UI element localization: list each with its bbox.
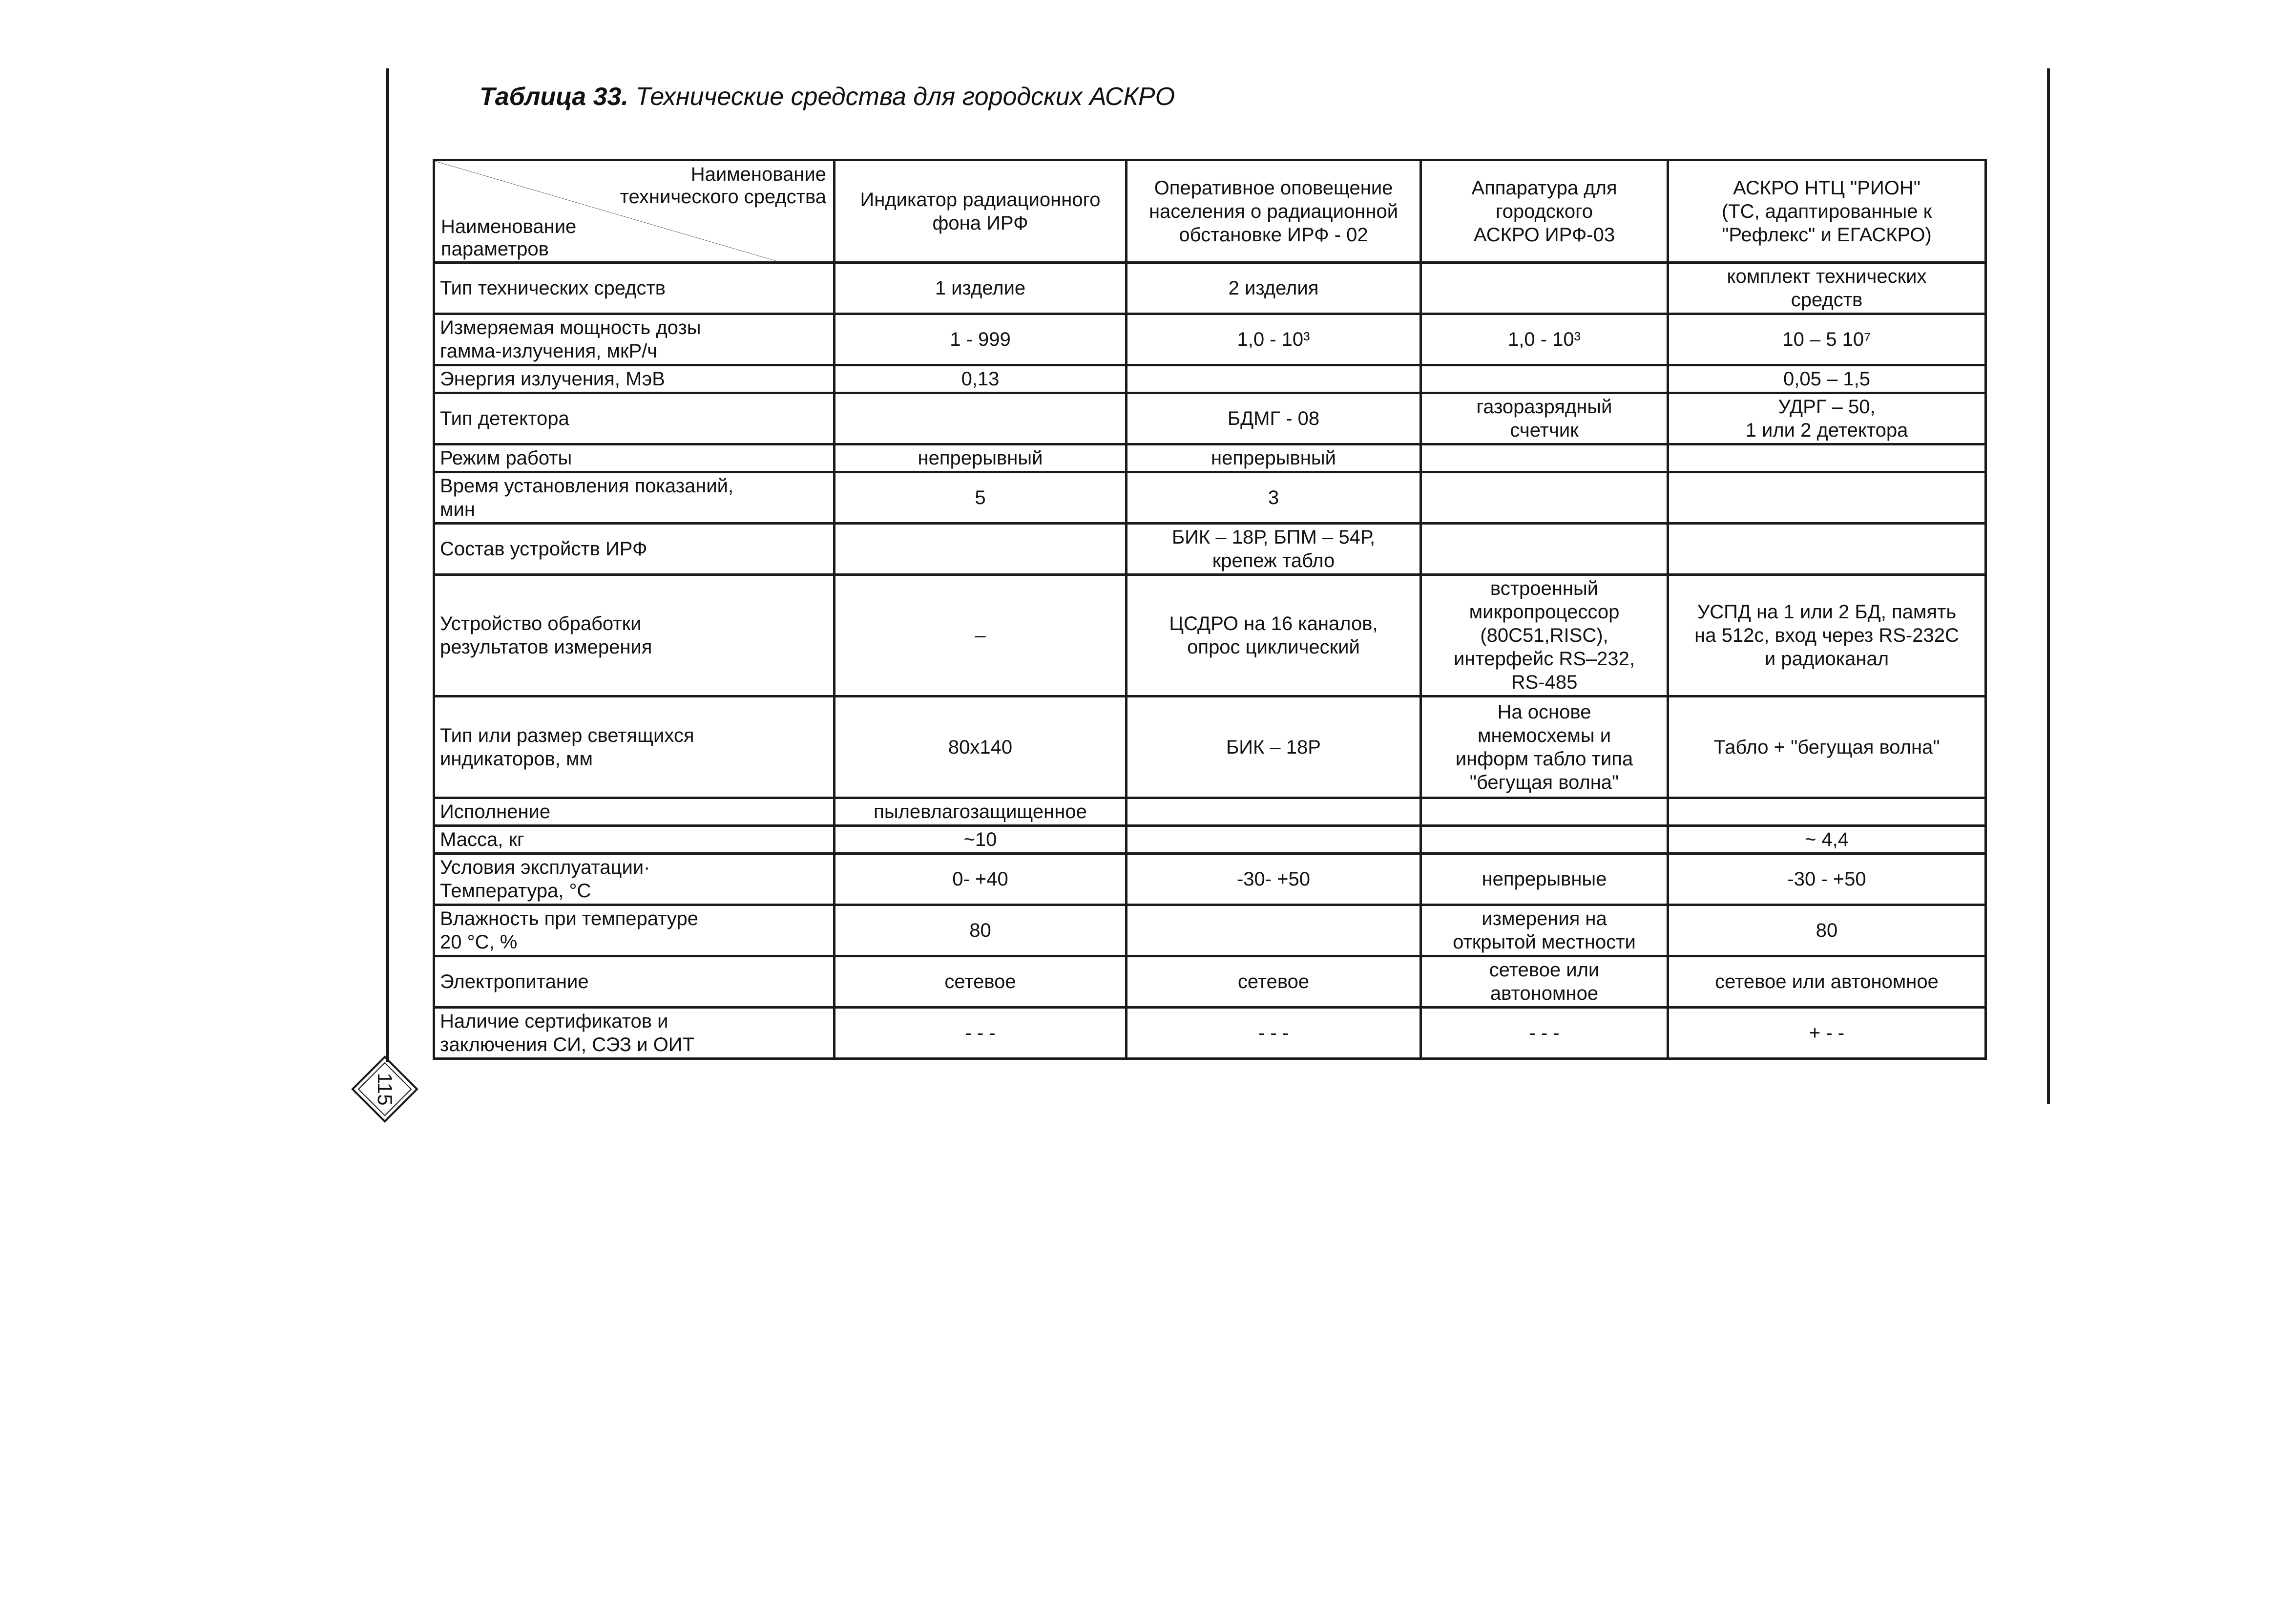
corner-header <box>434 160 835 263</box>
text-line: + - - <box>1809 1022 1845 1044</box>
text-line: 10 – 5 10⁷ <box>1782 329 1871 350</box>
value-cell <box>1127 854 1421 905</box>
text-line: 3 <box>1268 487 1279 508</box>
parameter-cell <box>434 1008 835 1059</box>
text-line: 20 °С, % <box>440 931 518 953</box>
text-line: БИК – 18Р <box>1226 736 1321 758</box>
value-cell <box>1127 472 1421 524</box>
text-line: встроенный <box>1490 578 1599 599</box>
text-line: Наименование <box>441 216 577 237</box>
text-line: "бегущая волна" <box>1469 771 1619 793</box>
column-header <box>1668 160 1986 263</box>
value-cell <box>1421 826 1668 854</box>
value-cell <box>835 314 1127 365</box>
value-cell <box>1421 854 1668 905</box>
text-line: Устройство обработки <box>440 613 642 634</box>
value-cell <box>835 444 1127 472</box>
text-line: заключения СИ, СЭЗ и ОИТ <box>440 1034 694 1055</box>
text-line: Тип детектора <box>440 408 569 429</box>
table-row <box>434 263 1986 314</box>
value-cell <box>835 1008 1127 1059</box>
text-line: опрос циклический <box>1187 636 1360 658</box>
text-line: крепеж табло <box>1212 550 1335 571</box>
value-cell <box>1668 826 1986 854</box>
parameter-cell <box>434 314 835 365</box>
value-cell <box>1421 263 1668 314</box>
value-cell <box>835 524 1127 575</box>
value-cell <box>835 365 1127 393</box>
text-line: непрерывный <box>918 447 1043 469</box>
text-line: Оперативное оповещение <box>1154 177 1393 199</box>
value-cell <box>1421 365 1668 393</box>
text-line: 1 или 2 детектора <box>1745 420 1908 441</box>
text-line: индикаторов, мм <box>440 748 593 770</box>
value-cell <box>1668 1008 1986 1059</box>
text-line: -30 - +50 <box>1787 868 1866 890</box>
text-line: 1,0 - 10³ <box>1237 329 1310 350</box>
value-cell <box>1127 444 1421 472</box>
value-cell <box>1421 314 1668 365</box>
value-cell <box>1127 798 1421 826</box>
text-line: 80 <box>969 920 991 941</box>
parameter-cell <box>434 956 835 1008</box>
text-line: Индикатор радиационного <box>860 189 1101 211</box>
text-line: и радиоканал <box>1764 648 1889 670</box>
parameter-cell <box>434 798 835 826</box>
text-line: 1,0 - 10³ <box>1508 329 1581 350</box>
text-line: Наличие сертификатов и <box>440 1011 668 1032</box>
text-line: пылевлагозащищенное <box>874 801 1087 822</box>
header-row <box>434 160 1986 263</box>
text-line: -30- +50 <box>1236 868 1311 890</box>
value-cell <box>835 263 1127 314</box>
value-cell <box>1421 1008 1668 1059</box>
text-line: БДМГ - 08 <box>1227 408 1320 429</box>
text-line: на 512с, вход через RS-232C <box>1694 625 1959 646</box>
value-cell <box>1421 472 1668 524</box>
text-line: открытой местности <box>1453 931 1636 953</box>
value-cell <box>1421 798 1668 826</box>
value-cell <box>1668 314 1986 365</box>
value-cell <box>1127 905 1421 956</box>
text-line: 0,13 <box>961 368 1000 390</box>
text-line: Состав устройств ИРФ <box>440 538 647 560</box>
text-line: (ТС, адаптированные к <box>1721 200 1932 222</box>
table-row <box>434 393 1986 444</box>
text-line: измерения на <box>1482 908 1607 929</box>
table-row <box>434 524 1986 575</box>
text-line: Влажность при температуре <box>440 908 698 929</box>
value-cell <box>1127 365 1421 393</box>
table-row <box>434 472 1986 524</box>
value-cell <box>1421 575 1668 696</box>
text-line: 80 <box>1816 920 1838 941</box>
text-line: автономное <box>1490 983 1599 1004</box>
text-line: 1 изделие <box>935 277 1026 299</box>
text-line: Табло + "бегущая волна" <box>1713 736 1940 758</box>
parameter-cell <box>434 905 835 956</box>
text-line: результатов измерения <box>440 636 652 658</box>
parameter-cell <box>434 854 835 905</box>
page-number: 115 <box>374 1073 397 1106</box>
value-cell <box>1127 696 1421 798</box>
value-cell <box>835 854 1127 905</box>
corner-bottom-label <box>441 215 576 260</box>
value-cell <box>1127 1008 1421 1059</box>
value-cell <box>1668 905 1986 956</box>
table-row <box>434 314 1986 365</box>
value-cell <box>1127 956 1421 1008</box>
value-cell <box>1127 575 1421 696</box>
text-line: Температура, °С <box>440 880 591 902</box>
parameter-cell <box>434 263 835 314</box>
value-cell <box>1127 263 1421 314</box>
value-cell <box>1668 524 1986 575</box>
column-header <box>1127 160 1421 263</box>
parameter-cell <box>434 472 835 524</box>
text-line: сетевое или автономное <box>1715 971 1939 992</box>
left-margin-rule <box>386 68 389 1062</box>
text-line: – <box>975 625 986 646</box>
text-line: газоразрядный <box>1476 396 1612 418</box>
text-line: УСПД на 1 или 2 БД, память <box>1697 601 1957 623</box>
value-cell <box>1668 365 1986 393</box>
value-cell <box>1668 263 1986 314</box>
column-header <box>1421 160 1668 263</box>
value-cell <box>1421 905 1668 956</box>
text-line: городского <box>1495 200 1593 222</box>
value-cell <box>1668 472 1986 524</box>
table-row <box>434 956 1986 1008</box>
value-cell <box>1421 444 1668 472</box>
value-cell <box>1127 524 1421 575</box>
text-line: обстановке ИРФ - 02 <box>1179 224 1368 246</box>
text-line: Аппаратура для <box>1471 177 1617 199</box>
table-caption <box>480 82 1175 111</box>
value-cell <box>835 956 1127 1008</box>
text-line: информ табло типа <box>1455 748 1633 770</box>
value-cell <box>1668 575 1986 696</box>
text-line: Время установления показаний, <box>440 475 734 497</box>
value-cell <box>1668 393 1986 444</box>
value-cell <box>835 798 1127 826</box>
table-row <box>434 444 1986 472</box>
spec-table <box>433 159 1987 1060</box>
value-cell <box>1668 444 1986 472</box>
text-line: RS-485 <box>1511 672 1578 693</box>
text-line: (80С51,RISC), <box>1480 625 1608 646</box>
text-line: Условия эксплуатации· <box>440 857 650 878</box>
value-cell <box>835 472 1127 524</box>
caption-label: Таблица 33. <box>480 83 628 111</box>
text-line: 0- +40 <box>952 868 1008 890</box>
value-cell <box>1668 854 1986 905</box>
value-cell <box>1668 956 1986 1008</box>
text-line: параметров <box>441 238 549 260</box>
right-margin-rule <box>2047 68 2050 1104</box>
value-cell <box>1127 826 1421 854</box>
text-line: Режим работы <box>440 447 572 469</box>
table-row <box>434 854 1986 905</box>
table-row <box>434 798 1986 826</box>
text-line: Тип технических средств <box>440 277 666 299</box>
parameter-cell <box>434 444 835 472</box>
text-line: сетевое <box>944 971 1016 992</box>
text-line: технического средства <box>620 186 826 208</box>
table-body <box>434 263 1986 1059</box>
text-line: ~ 4,4 <box>1804 829 1849 850</box>
text-line: АСКРО НТЦ "РИОН" <box>1733 177 1920 199</box>
text-line: Измеряемая мощность дозы <box>440 317 701 338</box>
value-cell <box>1668 798 1986 826</box>
value-cell <box>1421 956 1668 1008</box>
text-line: УДРГ – 50, <box>1778 396 1876 418</box>
text-line: ЦСДРО на 16 каналов, <box>1169 613 1378 634</box>
table-row <box>434 1008 1986 1059</box>
value-cell <box>1421 696 1668 798</box>
text-line: Исполнение <box>440 801 551 822</box>
text-line: Тип или размер светящихся <box>440 724 694 746</box>
text-line: "Рефлекс" и ЕГАСКРО) <box>1722 224 1932 246</box>
parameter-cell <box>434 696 835 798</box>
value-cell <box>1127 393 1421 444</box>
text-line: средств <box>1791 289 1863 311</box>
text-line: АСКРО ИРФ-03 <box>1473 224 1615 246</box>
table-row <box>434 905 1986 956</box>
text-line: 5 <box>975 487 986 508</box>
text-line: мнемосхемы и <box>1477 724 1611 746</box>
text-line: микропроцессор <box>1469 601 1620 623</box>
page-number-badge <box>351 1055 419 1123</box>
text-line: непрерывные <box>1482 868 1607 890</box>
text-line: - - - <box>965 1022 996 1044</box>
value-cell <box>835 826 1127 854</box>
text-line: сетевое или <box>1489 959 1600 981</box>
text-line: фона ИРФ <box>932 212 1028 234</box>
text-line: Энергия излучения, МэВ <box>440 368 665 390</box>
text-line: - - - <box>1529 1022 1560 1044</box>
value-cell <box>835 575 1127 696</box>
text-line: непрерывный <box>1211 447 1336 469</box>
text-line: ~10 <box>963 829 997 850</box>
text-line: БИК – 18Р, БПМ – 54Р, <box>1171 527 1376 548</box>
table-row <box>434 575 1986 696</box>
corner-top-label <box>620 163 826 208</box>
text-line: комплект технических <box>1727 266 1927 287</box>
value-cell <box>1668 696 1986 798</box>
parameter-cell <box>434 575 835 696</box>
table-row <box>434 826 1986 854</box>
parameter-cell <box>434 826 835 854</box>
value-cell <box>835 905 1127 956</box>
text-line: Масса, кг <box>440 829 524 850</box>
parameter-cell <box>434 365 835 393</box>
caption-title: Технические средства для городских АСКРО <box>635 83 1175 111</box>
text-line: счетчик <box>1510 420 1579 441</box>
text-line: Наименование <box>690 164 826 185</box>
text-line: Электропитание <box>440 971 589 992</box>
value-cell <box>1421 524 1668 575</box>
text-line: сетевое <box>1237 971 1310 992</box>
column-header <box>835 160 1127 263</box>
table-row <box>434 365 1986 393</box>
value-cell <box>835 696 1127 798</box>
text-line: гамма-излучения, мкР/ч <box>440 340 658 362</box>
value-cell <box>1421 393 1668 444</box>
text-line: На основе <box>1497 701 1591 723</box>
text-line: 80х140 <box>948 736 1013 758</box>
table-row <box>434 696 1986 798</box>
value-cell <box>1127 314 1421 365</box>
text-line: мин <box>440 499 475 520</box>
text-line: интерфейс RS–232, <box>1453 648 1635 670</box>
text-line: 0,05 – 1,5 <box>1783 368 1870 390</box>
parameter-cell <box>434 393 835 444</box>
text-line: - - - <box>1258 1022 1289 1044</box>
parameter-cell <box>434 524 835 575</box>
text-line: 2 изделия <box>1228 277 1319 299</box>
text-line: населения о радиационной <box>1148 200 1398 222</box>
value-cell <box>835 393 1127 444</box>
text-line: 1 - 999 <box>950 329 1011 350</box>
